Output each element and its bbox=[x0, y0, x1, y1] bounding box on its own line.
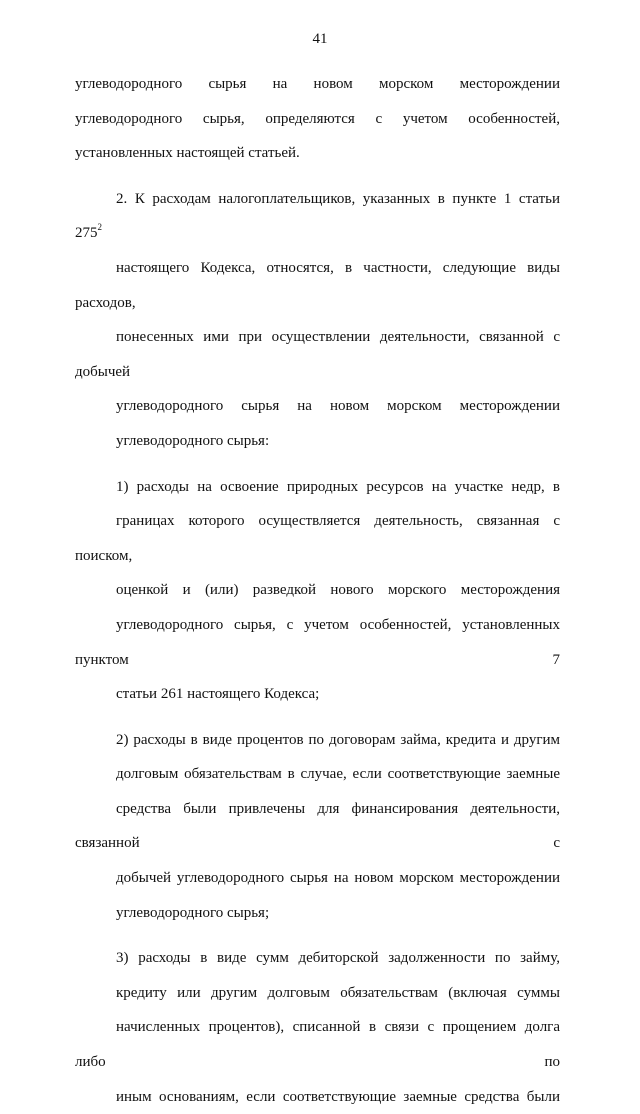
text-line: 2) расходы в виде процентов по договорам займа, кредита и другим bbox=[116, 731, 560, 748]
text-line: установленных настоящей статьей. bbox=[75, 145, 300, 162]
text-line: статьи 261 настоящего Кодекса; bbox=[116, 686, 320, 703]
paragraph bbox=[75, 470, 560, 712]
text-line: понесенных ими при осуществлении деятельности, связанной с добычей bbox=[75, 329, 560, 380]
superscript: 2 bbox=[97, 222, 102, 233]
text-line: углеводородного сырья на новом морском месторождении bbox=[116, 398, 560, 415]
paragraph bbox=[75, 723, 560, 931]
text-line: средства были привлечены для финансирования деятельности, связанной с bbox=[75, 800, 560, 852]
text-line: 1) расходы на освоение природных ресурсов на участке недр, в bbox=[116, 478, 560, 495]
text-line: кредиту или другим долговым обязательствам (включая суммы bbox=[116, 984, 560, 1001]
text-line: углеводородного сырья; bbox=[116, 904, 270, 921]
text-line: углеводородного сырья, определяются с учетом особенностей, bbox=[75, 110, 560, 127]
document-body bbox=[75, 67, 560, 1114]
text-line: углеводородного сырья, с учетом особенностей, установленных пунктом 7 bbox=[75, 616, 560, 668]
text-line: 2. К расходам налогоплательщиков, указанных в пункте 1 статьи $275^2$ bbox=[75, 190, 560, 242]
text-line: оценкой и (или) разведкой нового морского месторождения bbox=[116, 582, 560, 599]
text-line: добычей углеводородного сырья на новом морском месторождении bbox=[116, 870, 560, 887]
text-line: 3) расходы в виде сумм дебиторской задолженности по займу, bbox=[116, 950, 560, 967]
paragraph bbox=[75, 67, 560, 171]
paragraph bbox=[75, 941, 560, 1114]
text-line: настоящего Кодекса, относятся, в частности, следующие виды расходов, bbox=[75, 259, 560, 311]
paragraph bbox=[75, 182, 560, 459]
text-line: начисленных процентов), списанной в связи с прощением долга либо по bbox=[75, 1019, 560, 1071]
text-line: иным основаниям, если соответствующие заемные средства были bbox=[116, 1088, 560, 1105]
text-line: долговым обязательствам в случае, если соответствующие заемные bbox=[116, 766, 560, 783]
page-number: 41 bbox=[312, 31, 328, 47]
text-line: границах которого осуществляется деятельность, связанная с поиском, bbox=[75, 513, 560, 564]
text-line: углеводородного сырья: bbox=[116, 432, 270, 449]
text-line: углеводородного сырья на новом морском месторождении bbox=[75, 76, 560, 92]
